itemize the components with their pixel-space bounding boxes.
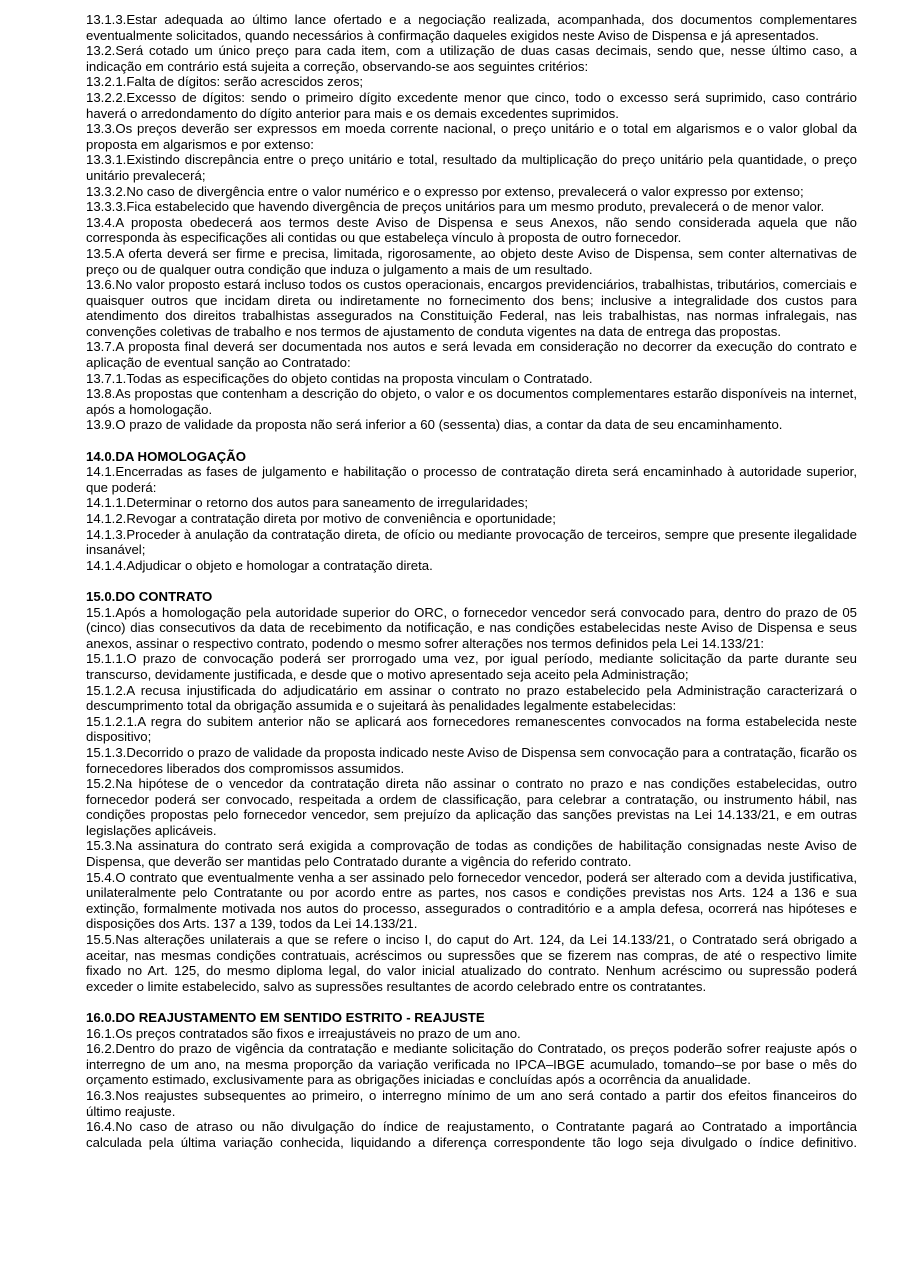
paragraph-15-1: 15.1.Após a homologação pela autoridade superior do ORC, o fornecedor vencedor será convocado para, dentro do prazo de 05 (cinco) dias consecutivos da data de recebimento da notificação, e nas condições estabelecidas neste Aviso de Dispensa e seus anexos, assinar o respectivo contrato, podendo o mesmo sofrer alterações nos termos definidos pela Lei 14.133/21: [86,604,857,651]
paragraph-16-4: 16.4.No caso de atraso ou não divulgação do índice de reajustamento, o Contratante pagará ao Contratado a importância calculada pela última variação conhecida, liquidando a diferença correspondente tão logo seja divulgado o índice definitivo. [86,1119,857,1150]
paragraph-13-8: 13.8.As propostas que contenham a descrição do objeto, o valor e os documentos complementares estarão disponíveis na internet, após a homologação. [86,386,857,417]
paragraph-13-5: 13.5.A oferta deverá ser firme e precisa, limitada, rigorosamente, ao objeto deste Aviso de Dispensa, sem conter alternativas de preço ou de qualquer outra condição que induza o julgamento a mais de um resultado. [86,245,857,277]
paragraph-15-1-3: 15.1.3.Decorrido o prazo de validade da proposta indicado neste Aviso de Dispensa sem convocação para a contratação, ficarão os fornecedores liberados dos compromissos assumidos. [86,744,857,776]
paragraph-14-1-4: 14.1.4.Adjudicar o objeto e homologar a contratação direta. [86,557,433,573]
section-16 [86,1010,857,1150]
section-14 [86,449,857,574]
section-15 [86,589,857,994]
section-heading-contrato: 15.0.DO CONTRATO [86,588,213,604]
paragraph-13-9: 13.9.O prazo de validade da proposta não será inferior a 60 (sessenta) dias, a contar da data de seu encaminhamento. [86,417,783,433]
paragraph-15-1-2-1: 15.1.2.1.A regra do subitem anterior não se aplicará aos fornecedores remanescentes convocados na forma estabelecida neste dispositivo; [86,713,857,745]
section-13 [86,12,857,433]
paragraph-13-3-1: 13.3.1.Existindo discrepância entre o preço unitário e total, resultado da multiplicação do preço unitário pela quantidade, o preço unitário prevalecerá; [86,152,857,183]
paragraph-13-1-3: 13.1.3.Estar adequada ao último lance ofertado e a negociação realizada, acompanhada, dos documentos complementares eventualmente solicitados, quando necessários à confirmação daqueles exigidos neste Aviso de Dispensa e já apresentados. [86,12,857,43]
paragraph-14-1-2: 14.1.2.Revogar a contratação direta por motivo de conveniência e oportunidade; [86,511,556,526]
paragraph-15-5: 15.5.Nas alterações unilaterais a que se refere o inciso I, do caput do Art. 124, da Lei 14.133/21, o Contratado será obrigado a aceitar, nas mesmas condições contratuais, acréscimos ou supressões que se fizerem nas compras, de até o respectivo limite fixado no Art. 125, do mesmo diploma legal, do valor inicial atualizado do contrato. Nenhum acréscimo ou supressão poderá exceder o limite estabelecido, salvo as supressões resultantes de acordo celebrado entre os contratantes. [86,932,857,994]
paragraph-15-3: 15.3.Na assinatura do contrato será exigida a comprovação de todas as condições de habilitação consignadas neste Aviso de Dispensa, que deverão ser mantidas pelo Contratado durante a vigência do referido contrato. [86,838,857,870]
paragraph-15-4: 15.4.O contrato que eventualmente venha a ser assinado pelo fornecedor vencedor, poderá ser alterado com a devida justificativa, unilateralmente pelo Contratante ou por acordo entre as partes, nos casos e condições previstas nos Arts. 124 a 136 e sua extinção, formalmente motivada nos autos do processo, assegurados o contraditório e a ampla defesa, ocorrerá nas hipóteses e disposições dos Arts. 137 a 139, todos da Lei 14.133/21. [86,869,857,932]
paragraph-13-7: 13.7.A proposta final deverá ser documentada nos autos e será levada em consideração no decorrer da execução do contrato e aplicação de eventual sanção ao Contratado: [86,339,857,371]
paragraph-13-2-2: 13.2.2.Excesso de dígitos: sendo o primeiro dígito excedente menor que cinco, todo o excesso será suprimido, caso contrário haverá o arredondamento do dígito anterior para mais e os demais excedentes suprimidos. [86,89,857,121]
paragraph-15-1-2: 15.1.2.A recusa injustificada do adjudicatário em assinar o contrato no prazo estabelecido pela Administração caracterizará o descumprimento total da obrigação assumida e o sujeitará às penalidades legalmente estabelecidas: [86,682,857,714]
paragraph-13-3: 13.3.Os preços deverão ser expressos em moeda corrente nacional, o preço unitário e o total em algarismos e o valor global da proposta em algarismos e por extenso: [86,121,857,152]
paragraph-13-7-1: 13.7.1.Todas as especificações do objeto contidas na proposta vinculam o Contratado. [86,370,593,386]
paragraph-13-3-2: 13.3.2.No caso de divergência entre o valor numérico e o expresso por extenso, prevalecerá o valor expresso por extenso; [86,183,804,199]
paragraph-16-3: 16.3.Nos reajustes subsequentes ao primeiro, o interregno mínimo de um ano será contado a partir dos efeitos financeiros do último reajuste. [86,1087,857,1119]
document-page [86,12,857,1150]
paragraph-15-2: 15.2.Na hipótese de o vencedor da contratação direta não assinar o contrato no prazo e nas condições estabelecidas, outro fornecedor poderá ser convocado, respeitada a ordem de classificação, para celebrar a contratação, ou instrumento hábil, nas condições propostas pelo fornecedor vencedor, sem prejuízo da aplicação das sanções previstas na Lei 14.133/21, e em outras legislações aplicáveis. [86,776,857,838]
paragraph-13-4: 13.4.A proposta obedecerá aos termos deste Aviso de Dispensa e seus Anexos, não sendo considerada aquela que não corresponda às especificações ali contidas ou que estabeleça vínculo à proposta de outro fornecedor. [86,214,857,246]
paragraph-14-1-3: 14.1.3.Proceder à anulação da contratação direta, de ofício ou mediante provocação de terceiros, sempre que presente ilegalidade insanável; [86,526,857,558]
paragraph-16-1: 16.1.Os preços contratados são fixos e irreajustáveis no prazo de um ano. [86,1025,521,1041]
paragraph-15-1-1: 15.1.1.O prazo de convocação poderá ser prorrogado uma vez, por igual período, mediante solicitação da parte durante seu transcurso, devidamente justificada, e desde que o motivo apresentado seja aceito pela Administração; [86,651,857,682]
paragraph-14-1: 14.1.Encerradas as fases de julgamento e habilitação o processo de contratação direta será encaminhado à autoridade superior, que poderá: [86,464,857,495]
paragraph-13-2-1: 13.2.1.Falta de dígitos: serão acrescidos zeros; [86,74,364,90]
section-heading-homologacao: 14.0.DA HOMOLOGAÇÃO [86,448,246,464]
paragraph-14-1-1: 14.1.1.Determinar o retorno dos autos para saneamento de irregularidades; [86,495,529,511]
paragraph-13-2: 13.2.Será cotado um único preço para cada item, com a utilização de duas casas decimais, sendo que, nesse último caso, a indicação em contrário está sujeita a correção, observando-se aos seguintes critérios: [86,43,857,74]
paragraph-16-2: 16.2.Dentro do prazo de vigência da contratação e mediante solicitação do Contratado, os preços poderão sofrer reajuste após o interregno de um ano, na mesma proporção da variação verificada no IPCA–IBGE acumulado, tomando–se por base o mês do orçamento estimado, exclusivamente para as obrigações iniciadas e concluídas após a ocorrência da anualidade. [86,1041,857,1088]
paragraph-13-6: 13.6.No valor proposto estará incluso todos os custos operacionais, encargos previdenciários, trabalhistas, tributários, comerciais e quaisquer outros que incidam direta ou indiretamente no fornecimento dos bens; inclusive a integralidade dos custos para atendimento dos direitos trabalhistas assegurados na Constituição Federal, nas leis trabalhistas, nas normas infralegais, nas convenções coletivas de trabalho e nos termos de ajustamento de conduta vigentes na data de entrega das propostas. [86,277,857,339]
section-heading-reajuste: 16.0.DO REAJUSTAMENTO EM SENTIDO ESTRITO - REAJUSTE [86,1010,485,1025]
paragraph-13-3-3: 13.3.3.Fica estabelecido que havendo divergência de preços unitários para um mesmo produto, prevalecerá o de menor valor. [86,199,825,215]
